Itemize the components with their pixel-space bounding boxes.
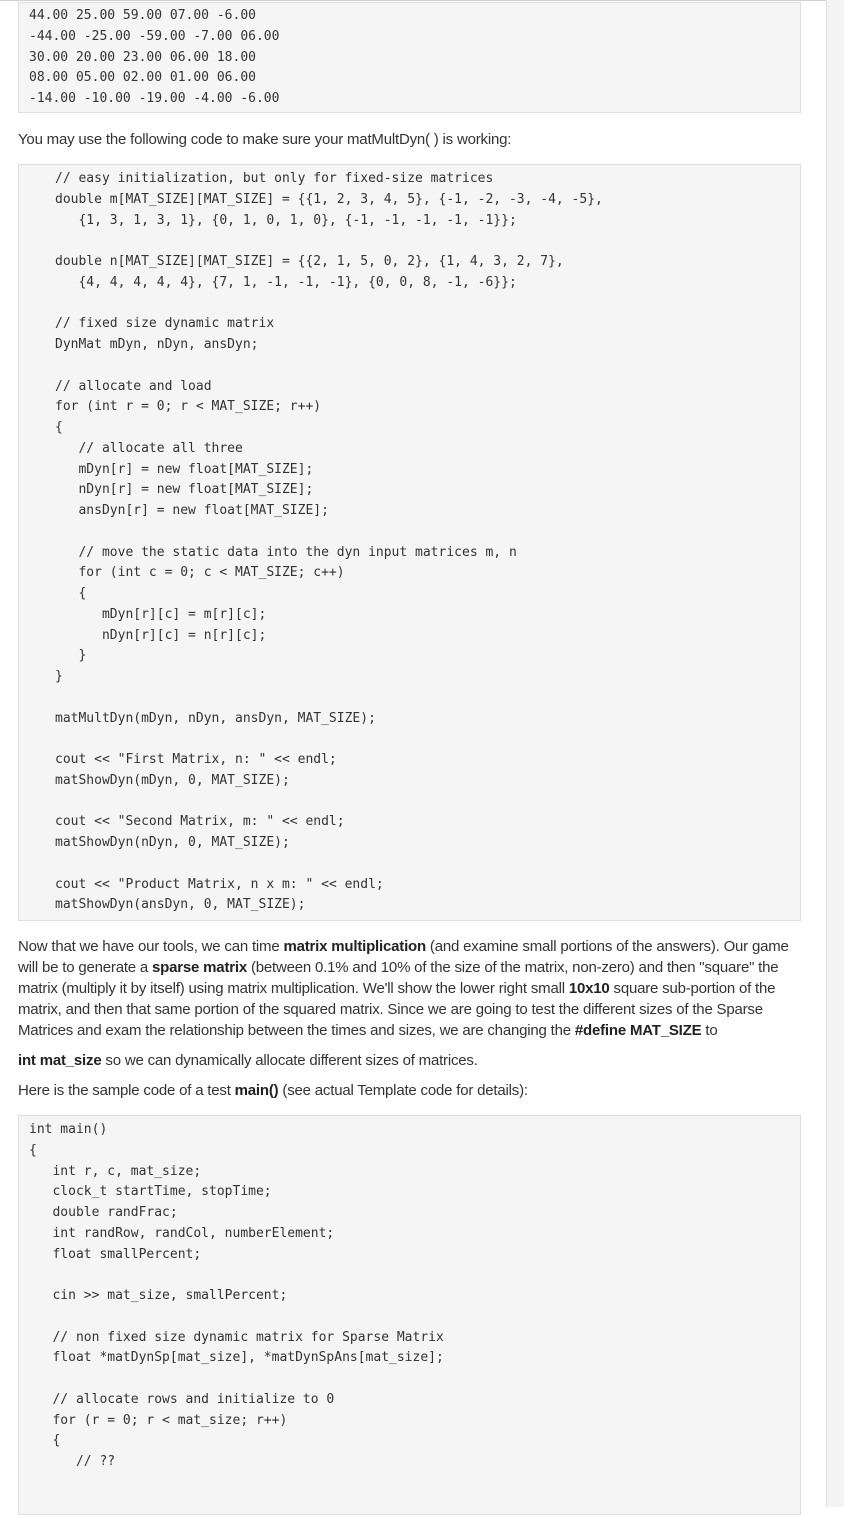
para3-text-1: Here is the sample code of a test	[18, 1082, 235, 1099]
code-line: {	[55, 586, 87, 601]
code-line: cout << "Product Matrix, n x m: " << endl;	[55, 876, 384, 892]
code-line: // allocate and load	[55, 378, 212, 394]
code-line: for (int c = 0; c < MAT_SIZE; c++)	[55, 565, 345, 581]
code-line: // non fixed size dynamic matrix for Sparse Matrix	[29, 1329, 444, 1345]
para1-bold-define: #define MAT_SIZE	[574, 1022, 702, 1039]
code-line: // allocate all three	[55, 440, 243, 456]
para3-text-2: (see actual Template code for details):	[278, 1082, 528, 1099]
code-line: // move the static data into the dyn input matrices m, n	[55, 544, 517, 560]
code-line: double n[MAT_SIZE][MAT_SIZE] = {{2, 1, 5, 0, 2}, {1, 4, 3, 2, 7},	[55, 254, 564, 269]
code-line: for (int r = 0; r < MAT_SIZE; r++)	[55, 399, 322, 415]
code-line: float smallPercent;	[29, 1246, 202, 1262]
para3-bold-main: main()	[234, 1082, 279, 1099]
matrix-output-block	[18, 2, 801, 113]
code-line: nDyn[r] = new float[MAT_SIZE];	[55, 482, 314, 498]
para1-bold-sparse-matrix: sparse matrix	[152, 959, 247, 976]
code-line: }	[55, 648, 87, 664]
code-line: // allocate rows and initialize to 0	[29, 1391, 335, 1407]
explanation-paragraph	[18, 936, 802, 1041]
matrix-row: 30.00 20.00 23.00 06.00 18.00	[29, 49, 256, 65]
code-line: mDyn[r][c] = m[r][c];	[55, 606, 267, 622]
code-line: matShowDyn(ansDyn, 0, MAT_SIZE);	[55, 897, 306, 913]
code-line: cout << "Second Matrix, m: " << endl;	[55, 814, 345, 830]
code-line: DynMat mDyn, nDyn, ansDyn;	[55, 337, 259, 352]
test-code-block	[18, 164, 801, 921]
code-line: {	[29, 1433, 61, 1449]
code-line: clock_t startTime, stopTime;	[29, 1184, 272, 1200]
scrollbar-track[interactable]	[826, 0, 844, 1507]
code-line: nDyn[r][c] = n[r][c];	[55, 627, 267, 643]
code-line: for (r = 0; r < mat_size; r++)	[29, 1412, 288, 1428]
code-line: }	[55, 669, 63, 684]
sample-main-paragraph	[18, 1080, 802, 1101]
code-line: matShowDyn(nDyn, 0, MAT_SIZE);	[55, 835, 290, 850]
top-divider	[0, 0, 826, 1]
para2-bold-int-mat-size: int mat_size	[18, 1052, 102, 1069]
para1-text-4: square sub-portion of the matrix, and then that same portion of the squared matrix. Since we are going to test the different sizes of the Sparse Matrices and exam the relationship between the times and sizes, we are changing the	[18, 980, 776, 1039]
code-line: {	[55, 420, 63, 435]
main-code-block	[18, 1115, 801, 1515]
code-line: {4, 4, 4, 4, 4}, {7, 1, -1, -1, -1}, {0, 0, 8, -1, -6}};	[55, 274, 517, 290]
code-line: // easy initialization, but only for fixed-size matrices	[55, 171, 494, 186]
matrix-row: -44.00 -25.00 -59.00 -7.00 06.00	[29, 28, 280, 44]
code-line: cin >> mat_size, smallPercent;	[29, 1288, 288, 1303]
para1-bold-matrix-multiplication: matrix multiplication	[283, 938, 426, 955]
code-line: cout << "First Matrix, n: " << endl;	[55, 752, 337, 767]
para1-text-1: Now that we have our tools, we can time	[18, 938, 284, 955]
para1-text-5: to	[701, 1022, 718, 1039]
mat-size-paragraph	[18, 1050, 802, 1071]
code-line: {	[29, 1142, 37, 1158]
matrix-row: 08.00 05.00 02.00 01.00 06.00	[29, 70, 256, 86]
code-line: int randRow, randCol, numberElement;	[29, 1225, 335, 1241]
para1-bold-10x10: 10x10	[568, 980, 610, 997]
code-line: ansDyn[r] = new float[MAT_SIZE];	[55, 503, 329, 518]
code-line: double m[MAT_SIZE][MAT_SIZE] = {{1, 2, 3, 4, 5}, {-1, -2, -3, -4, -5},	[55, 191, 603, 207]
code-line: // ??	[29, 1454, 116, 1469]
intro-paragraph: You may use the following code to make sure your matMultDyn( ) is working:	[18, 131, 512, 148]
matrix-row: 44.00 25.00 59.00 07.00 -6.00	[29, 8, 256, 23]
para2-text: so we can dynamically allocate different sizes of matrices.	[101, 1052, 478, 1069]
code-line: // fixed size dynamic matrix	[55, 316, 275, 332]
code-line: int main()	[29, 1122, 108, 1137]
code-line: matMultDyn(mDyn, nDyn, ansDyn, MAT_SIZE);	[55, 710, 376, 726]
code-line: int r, c, mat_size;	[29, 1163, 202, 1179]
matrix-row: -14.00 -10.00 -19.00 -4.00 -6.00	[29, 91, 280, 106]
code-line: {1, 3, 1, 3, 1}, {0, 1, 0, 1, 0}, {-1, -1, -1, -1, -1}};	[55, 212, 517, 228]
code-line: matShowDyn(mDyn, 0, MAT_SIZE);	[55, 772, 290, 788]
para1-text-2: (and examine small portions of the answers). Our game will be to generate a	[18, 938, 789, 976]
para1-text-3: (between 0.1% and 10% of the size of the matrix, non-zero) and then "square" the matrix (multiply it by itself) using matrix multiplication. We'll show the lower right small	[18, 959, 779, 997]
code-line: float *matDynSp[mat_size], *matDynSpAns[mat_size];	[29, 1350, 444, 1366]
code-line: double randFrac;	[29, 1205, 178, 1220]
code-line: mDyn[r] = new float[MAT_SIZE];	[55, 461, 314, 477]
